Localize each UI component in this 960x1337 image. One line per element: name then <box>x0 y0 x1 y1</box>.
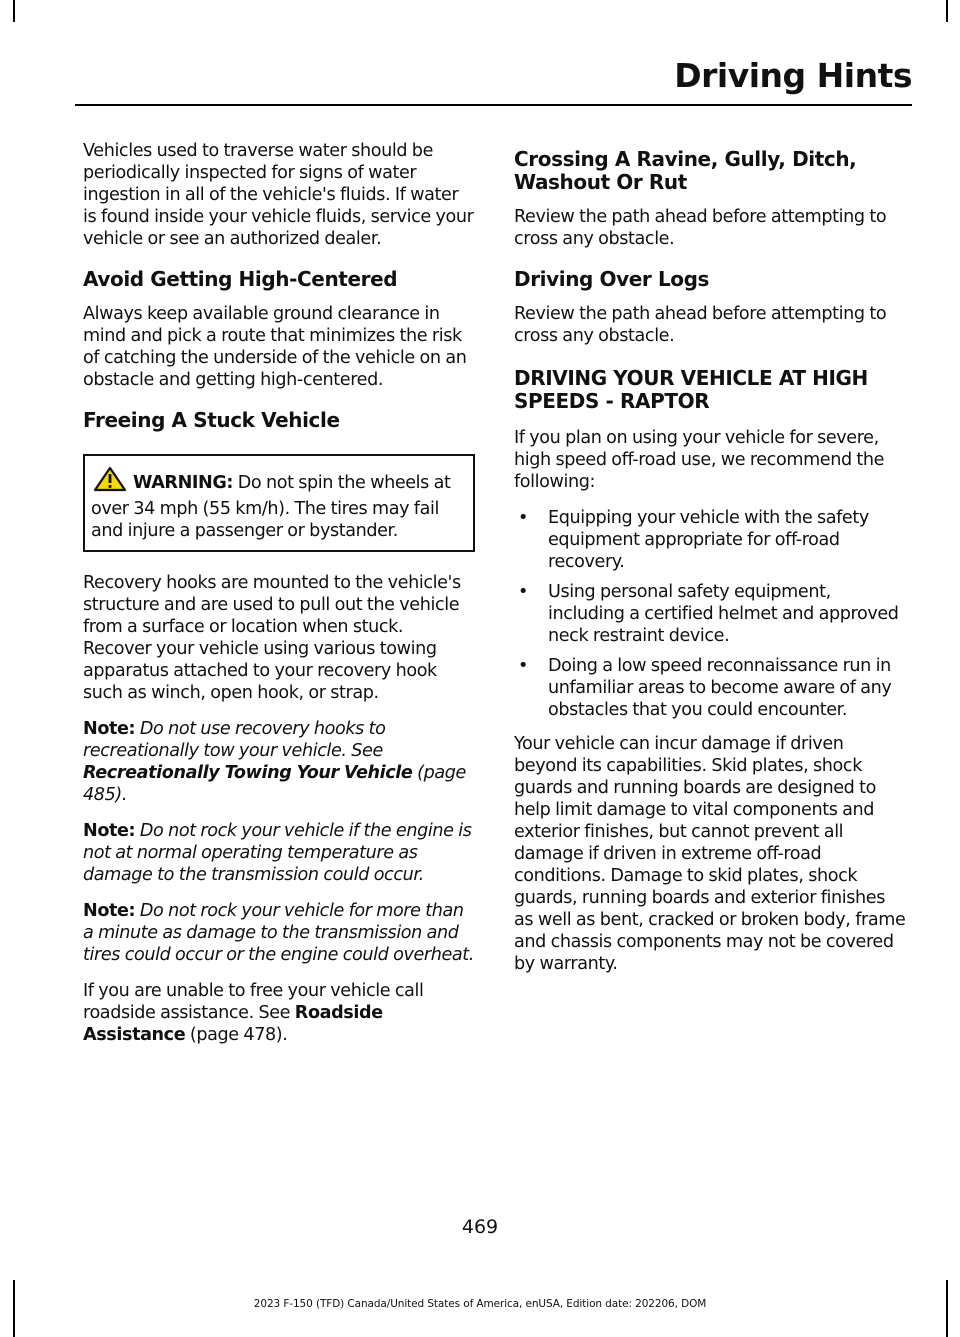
logs-paragraph: Review the path ahead before attempting to cross any obstacle. <box>514 304 887 346</box>
heading-driving-over-logs: Driving Over Logs <box>514 267 710 291</box>
roadside-assistance-link[interactable]: Roadside Assistance <box>83 1003 383 1045</box>
note-rock-duration <box>83 900 475 966</box>
heading-avoid-high-centered: Avoid Getting High-Centered <box>83 267 398 291</box>
note-engine-temperature <box>83 820 475 886</box>
note-page-ref: (page 485). <box>83 763 466 805</box>
header-rule <box>75 104 912 106</box>
recovery-hooks-paragraph: Recovery hooks are mounted to the vehicle's structure and are used to pull out the vehicle from a surface or location when stuck. Recover your vehicle using various towing apparatus attached to your recovery hook such as winch, open hook, or strap. <box>83 573 461 703</box>
edition-footer: 2023 F-150 (TFD) Canada/United States of America, enUSA, Edition date: 202206, DOM <box>253 1298 707 1310</box>
right-column <box>514 140 908 989</box>
list-item: • Using personal safety equipment, including a certified helmet and approved neck restraint device. <box>514 581 908 647</box>
note-label: Note: <box>83 821 136 841</box>
recreational-towing-link[interactable]: Recreationally Towing Your Vehicle <box>83 763 413 783</box>
page-header-title: Driving Hints <box>674 56 912 95</box>
heading-high-speeds-raptor: DRIVING YOUR VEHICLE AT HIGH SPEEDS - RAPTOR <box>514 366 868 413</box>
heading-freeing-stuck-vehicle: Freeing A Stuck Vehicle <box>83 408 340 432</box>
ravine-paragraph: Review the path ahead before attempting to cross any obstacle. <box>514 207 887 249</box>
warning-box <box>83 454 475 552</box>
note-text: Do not use recovery hooks to recreationally tow your vehicle. See <box>83 719 386 761</box>
roadside-paragraph <box>83 980 475 1046</box>
warning-label: WARNING: <box>133 473 234 493</box>
notes <box>83 718 475 966</box>
warning-triangle-icon <box>93 466 127 498</box>
raptor-paragraph: If you plan on using your vehicle for severe, high speed off-road use, we recommend the following: <box>514 428 885 492</box>
note-recreational-tow <box>83 718 475 806</box>
high-centered-paragraph: Always keep available ground clearance in mind and pick a route that minimizes the risk of catching the underside of the vehicle on an obstacle and getting high-centered. <box>83 304 467 390</box>
crop-mark-top-right <box>946 0 948 22</box>
warning-paragraph <box>91 466 467 542</box>
raptor-recommendation-list <box>514 507 908 721</box>
intro-paragraph: Vehicles used to traverse water should be periodically inspected for signs of water ingestion in all of the vehicle's fluids. If water is found inside your vehicle fluids, service your vehicle or see an authorized dealer. <box>83 141 474 249</box>
note-label: Note: <box>83 719 136 739</box>
note-text: Do not rock your vehicle for more than a minute as damage to the transmission and tires could occur or the engine could overheat. <box>83 901 474 965</box>
heading-crossing-ravine: Crossing A Ravine, Gully, Ditch, Washout Or Rut <box>514 147 857 194</box>
left-column <box>83 140 475 1060</box>
page-number: 469 <box>461 1216 499 1238</box>
note-label: Note: <box>83 901 136 921</box>
damage-paragraph: Your vehicle can incur damage if driven beyond its capabilities. Skid plates, shock guards and running boards are designed to help limit damage to vital components and exterior finishes, but cannot prevent all damage if driven in extreme off-road conditions. Damage to skid plates, shock guards, running boards and exterior finishes as well as bent, cracked or broken body, frame and chassis components may not be covered by warranty. <box>514 734 906 974</box>
list-item: • Doing a low speed reconnaissance run in unfamiliar areas to become aware of any obstacles that you could encounter. <box>514 655 908 721</box>
crop-mark-top-left <box>13 0 15 22</box>
note-text: Do not rock your vehicle if the engine is not at normal operating temperature as damage to the transmission could occur. <box>83 821 472 885</box>
roadside-page-ref: (page 478). <box>185 1025 288 1045</box>
warning-text: Do not spin the wheels at over 34 mph (55 km/h). The tires may fail and injure a passenger or bystander. <box>91 473 451 541</box>
list-item: • Equipping your vehicle with the safety equipment appropriate for off-road recovery. <box>514 507 908 573</box>
roadside-text: If you are unable to free your vehicle call roadside assistance. See <box>83 981 424 1023</box>
